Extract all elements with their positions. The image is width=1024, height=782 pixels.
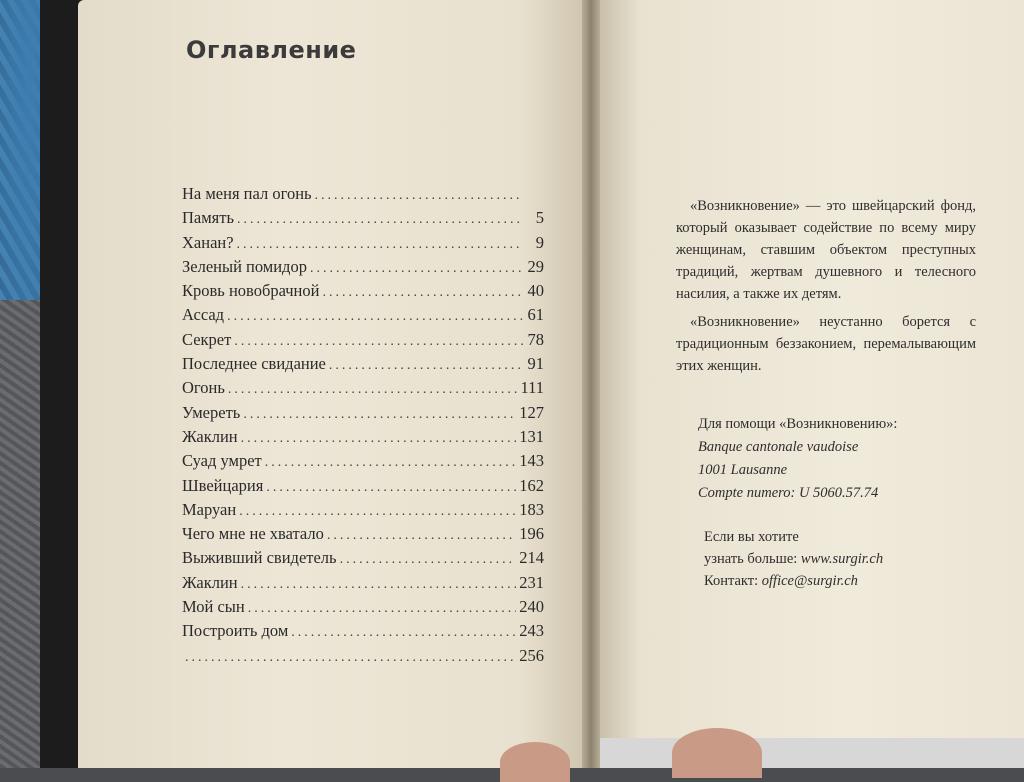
toc-entry (182, 645, 544, 669)
toc-entry-title: Память (182, 208, 235, 228)
toc-entry (182, 402, 544, 426)
table-surface (600, 738, 1024, 768)
toc-entry (182, 232, 544, 256)
toc-entry-page: 162 (519, 475, 544, 495)
toc-leader-dots (315, 185, 523, 207)
toc-entry-title: На меня пал огонь (182, 184, 312, 203)
toc-leader-dots (291, 622, 516, 644)
toc-entry (182, 475, 544, 499)
toc-entry-page: 127 (519, 402, 544, 422)
toc-leader-dots (266, 477, 516, 499)
more-label: узнать больше: (704, 551, 798, 567)
toc-entry-page: 256 (519, 645, 544, 665)
toc-leader-dots (185, 647, 516, 669)
toc-leader-dots (322, 282, 523, 304)
toc-entry-page: 214 (519, 548, 544, 568)
toc-leader-dots (243, 404, 516, 426)
contact-label: Контакт: (704, 573, 759, 589)
toc-entry (182, 499, 544, 523)
donation-info (698, 413, 988, 505)
toc-leader-dots (239, 501, 516, 523)
toc-entry-title: Жаклин (182, 426, 238, 446)
toc-entry (182, 450, 544, 474)
more-line-1: Если вы хотите (704, 529, 799, 545)
toc-leader-dots (310, 258, 523, 280)
toc-entry-title: Мой сын (182, 597, 245, 617)
help-title: Для помощи «Возникновению»: (698, 416, 898, 432)
toc-entry (182, 426, 544, 450)
bank-city: 1001 Lausanne (698, 462, 788, 478)
more-line-2 (704, 548, 994, 570)
toc-leader-dots (329, 355, 523, 377)
website-url: www.surgir.ch (800, 551, 884, 567)
toc-leader-dots (248, 598, 517, 620)
toc-leader-dots (241, 574, 517, 596)
toc-leader-dots (340, 549, 517, 571)
toc-entry-title: Чего мне не хватало (182, 524, 324, 544)
toc-entry-title: Построить дом (182, 621, 289, 641)
toc-entry (182, 353, 544, 377)
toc-entry-title: Маруан (182, 499, 237, 519)
contact-info (704, 526, 994, 592)
toc-entry (182, 304, 544, 328)
toc-leader-dots (237, 234, 523, 256)
toc-entry-title: Швейцария (182, 475, 264, 495)
toc-entry-title: Жаклин (182, 572, 238, 592)
book-gutter (582, 0, 600, 768)
toc-entry (182, 256, 544, 280)
bank-name: Banque cantonale vaudoise (698, 439, 859, 455)
toc-leader-dots (234, 331, 523, 353)
toc-entry-page: 111 (520, 378, 544, 398)
bank-account: Compte numero: U 5060.57.74 (698, 485, 879, 501)
toc-entry-page: 9 (535, 232, 544, 252)
thumb-left (500, 742, 570, 782)
toc-entry-page: 231 (519, 572, 544, 592)
toc-entry-page: 143 (519, 451, 544, 471)
toc-entry-title: Выживший свидетель (182, 548, 337, 568)
toc-entry-page: 5 (535, 208, 544, 228)
toc-entry-title: Зеленый помидор (182, 256, 307, 276)
toc-entry-title: Секрет (182, 329, 232, 349)
table-of-contents (182, 183, 544, 669)
contact-line (704, 570, 994, 592)
toc-entry (182, 377, 544, 401)
toc-entry-title: Ассад (182, 305, 225, 325)
foundation-description (676, 195, 976, 377)
toc-entry (182, 596, 544, 620)
toc-title: Оглавление (186, 36, 357, 64)
toc-entry-page: 243 (519, 621, 544, 641)
contact-email: office@surgir.ch (761, 573, 858, 589)
toc-entry (182, 329, 544, 353)
toc-entry-page: 61 (527, 305, 544, 325)
toc-entry (182, 523, 544, 547)
toc-leader-dots (237, 209, 523, 231)
toc-entry-page: 40 (527, 281, 544, 301)
toc-entry (182, 183, 544, 207)
toc-entry-title: Ханан? (182, 232, 234, 252)
toc-leader-dots (327, 525, 516, 547)
toc-leader-dots (227, 306, 523, 328)
toc-leader-dots (241, 428, 517, 450)
toc-entry (182, 620, 544, 644)
toc-leader-dots (228, 379, 518, 401)
toc-entry-page: 196 (519, 524, 544, 544)
toc-entry-page: 183 (519, 499, 544, 519)
toc-entry-page: 91 (527, 354, 544, 374)
toc-entry-page: 78 (527, 329, 544, 349)
toc-leader-dots (265, 452, 517, 474)
toc-entry-title: Последнее свидание (182, 354, 326, 374)
toc-entry (182, 280, 544, 304)
toc-entry-page: 29 (527, 256, 544, 276)
toc-entry (182, 207, 544, 231)
about-paragraph-1: «Возникновение» — это швейцарский фонд, который оказывает содействие по всему миру женщинам, ставшим объектом преступных традиций, жертвам душевного и телесного насилия, а также их детям. (676, 198, 976, 302)
toc-entry-title: Суад умрет (182, 451, 262, 471)
thumb-right (672, 728, 762, 778)
toc-entry-page: 240 (519, 597, 544, 617)
about-paragraph-2: «Возникновение» неустанно борется с традиционным беззаконием, перемалывающим этих женщин. (676, 314, 976, 374)
toc-entry (182, 572, 544, 596)
toc-entry-title: Кровь новобрачной (182, 281, 320, 301)
toc-entry (182, 547, 544, 571)
toc-entry-title: Умереть (182, 402, 241, 422)
toc-entry-page: 131 (519, 426, 544, 446)
toc-entry-title: Огонь (182, 378, 225, 398)
